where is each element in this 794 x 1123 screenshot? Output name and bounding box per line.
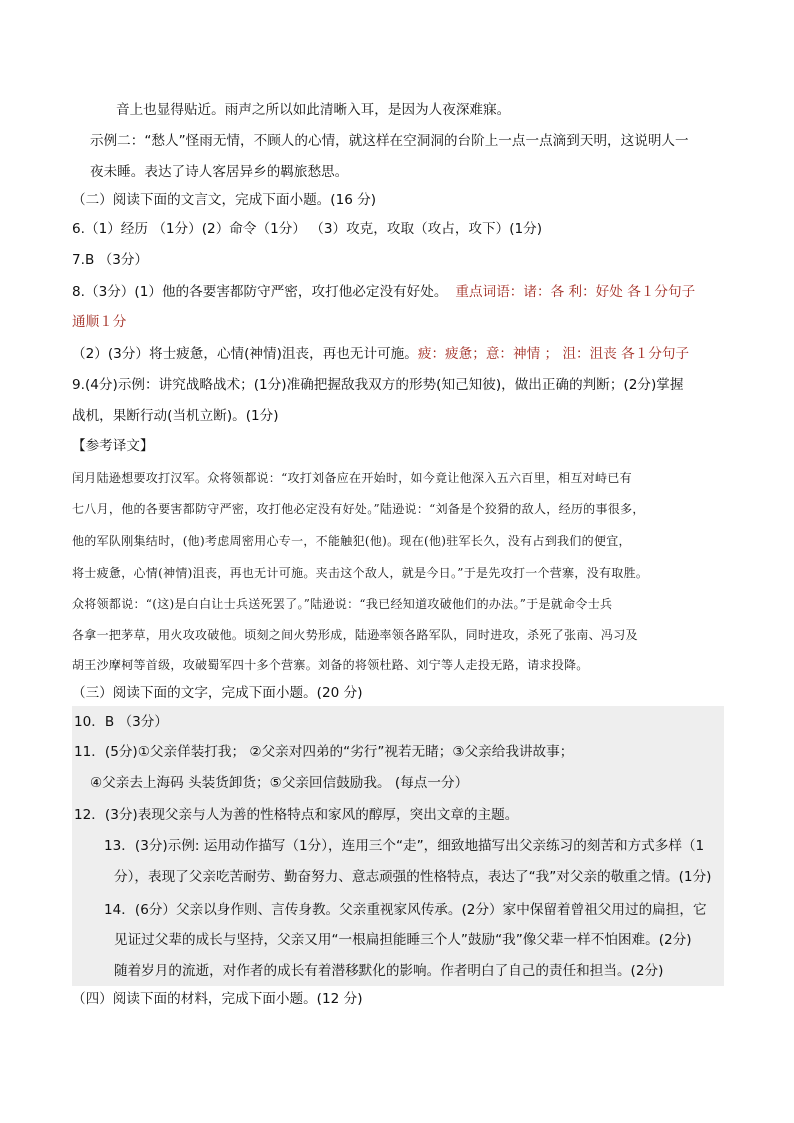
section-3-heading: （三）阅读下面的文字，完成下面小题。(20 分) [72,685,363,701]
translation-line: 各拿一把茅草，用火攻攻破他。顷刻之间火势形成，陆逊率领各路军队，同时进攻，杀死了张南、冯习及 [72,628,638,642]
q11-answer-line-2: ④父亲去上海码 头装货卸货；⑤父亲回信鼓励我。 (每点一分） [90,775,469,791]
q8-answer-text: 8.（3分）(1）他的各要害都防守严密，攻打他必定没有好处。 [72,284,448,300]
q6-answer: 6.（1）经历 （1分）(2）命令（1分） （3）攻克，攻取（攻占，攻下）(1分) [72,221,543,237]
section-4-heading: （四）阅读下面的材料，完成下面小题。(12 分) [72,991,363,1007]
q8-answer [72,282,695,302]
q10-answer: 10．B （3分） [74,714,168,730]
q9-answer-line-2: 战机，果断行动(当机立断)。(1分) [72,408,279,424]
poem-answer-line-2: 示例二：“愁人”怪雨无情，不顾人的心情，就这样在空洞洞的台阶上一点一点滴到天明，这说明人一 [90,133,689,149]
translation-line: 众将领都说：“(这)是白白让士兵送死罢了。”陆逊说：“我已经知道攻破他们的办法。”于是就命令士兵 [72,597,613,611]
q14-answer-line-1: 14．(6分）父亲以身作则、言传身教。父亲重视家风传承。(2分）家中保留着曾祖父用过的扁担，它 [104,902,707,918]
translation-line: 将士疲惫，心情(神情)沮丧，再也无计可施。夹击这个敌人，就是今日。”于是先攻打一个营寨，没有取胜。 [72,566,649,580]
q7-answer: 7.B （3分） [72,252,149,268]
q8-key-words: 重点词语：诸：各 利：好处 各１分句子 [455,284,696,300]
q14-answer-line-3: 随着岁月的流逝，对作者的成长有着潜移默化的影响。作者明白了自己的责任和担当。(2分) [114,963,664,979]
q14-answer-line-2: 见证过父辈的成长与坚持，父亲又用“一根扁担能睡三个人”鼓励“我”像父辈一样不怕困难。(2分) [114,932,692,948]
poem-answer-line-1: 音上也显得贴近。雨声之所以如此清晰入耳，是因为人夜深难寐。 [116,102,511,118]
q11-answer-line-1: 11．(5分)①父亲佯装打我； ②父亲对四弟的“劣行”视若无睹；③父亲给我讲故事； [74,744,574,760]
q9-answer-line-1: 9.(4分)示例：讲究战略战术；(1分)准确把握敌我双方的形势(知己知彼)，做出正确的判断；(2分)掌握 [72,377,684,393]
translation-line: 他的军队刚集结时，(他)考虑周密用心专一，不能触犯(他)。现在(他)驻军长久，没有占到我们的便宜， [72,534,631,548]
q13-answer-line-2: 分），表现了父亲吃苦耐劳、勤奋努力、意志顽强的性格特点，表达了“我”对父亲的敬重之情。(1分) [114,869,712,885]
q8-2-answer [72,344,689,364]
q8-2-key-words: 疲：疲惫；意：神情 ； 沮：沮丧 各１分句子 [417,346,690,362]
section-2-heading: （二）阅读下面的文言文，完成下面小题。(16 分) [72,192,377,208]
translation-line: 七八月，他的各要害都防守严密，攻打他必定没有好处。”陆逊说：“刘备是个狡猾的敌人，经历的事很多， [72,502,645,516]
q8-2-answer-text: （2）(3分）将士疲惫，心情(神情)沮丧，再也无计可施。 [72,346,418,362]
reference-translation-heading: 【参考译文】 [72,438,154,454]
q13-answer-line-1: 13．(3分)示例: 运用动作描写（1分），连用三个“走”，细致地描写出父亲练习的刻苦和方式多样（1 [104,838,705,854]
q8-key-words-cont: 通顺１分 [72,314,127,330]
q12-answer: 12．(3分)表现父亲与人为善的性格特点和家风的醇厚，突出文章的主题。 [74,807,519,823]
translation-line: 闰月陆逊想要攻打汉军。众将领都说：“攻打刘备应在开始时，如今竟让他深入五六百里，相互对峙已有 [72,471,632,485]
translation-line: 胡王沙摩柯等首级，攻破蜀军四十多个营寨。刘备的将领杜路、刘宁等人走投无路，请求投降。 [72,658,589,672]
poem-answer-line-3: 夜未睡。表达了诗人客居异乡的羁旅愁思。 [90,164,349,180]
